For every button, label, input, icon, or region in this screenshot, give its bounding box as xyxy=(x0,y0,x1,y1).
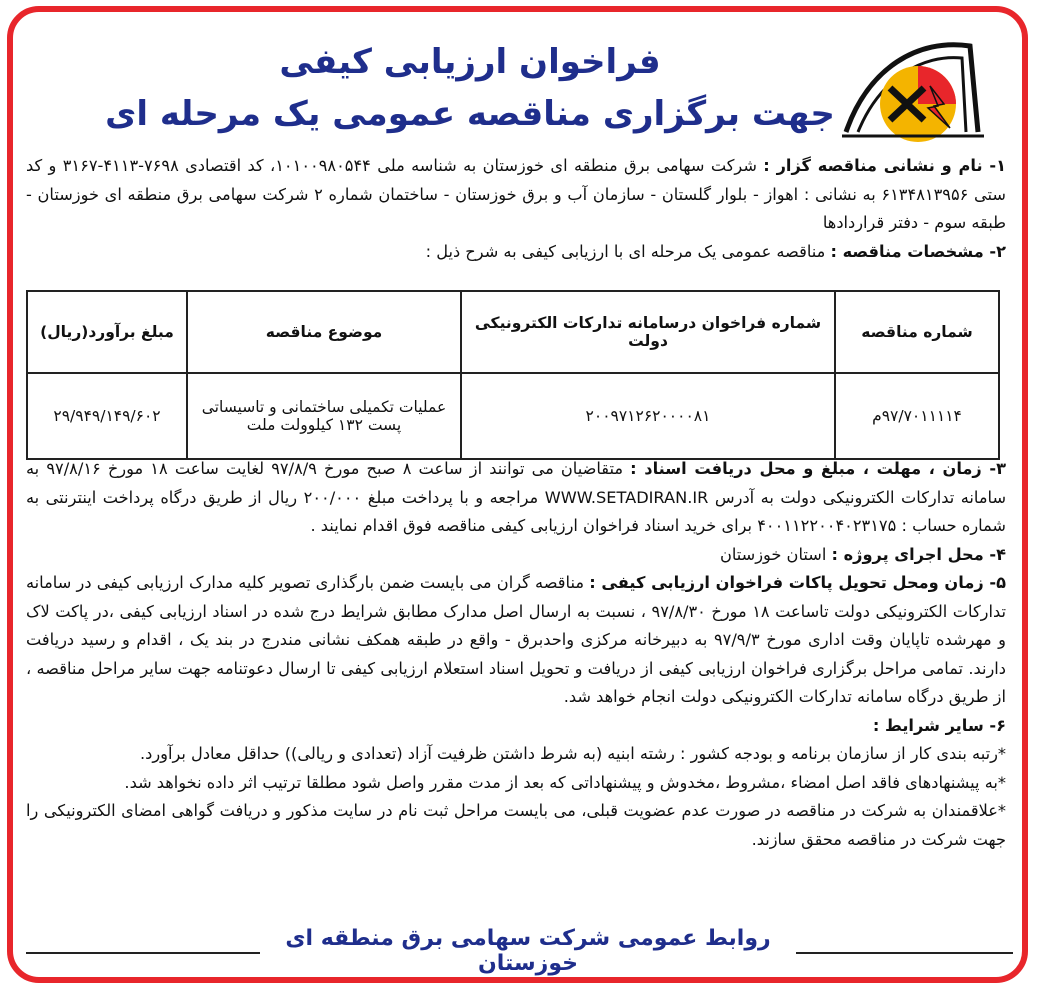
section-3-label: ۳- زمان ، مهلت ، مبلغ و محل دریافت اسناد : xyxy=(630,459,1006,478)
section-5-label: ۵- زمان ومحل تحویل پاکات فراخوان ارزیابی کیفی : xyxy=(589,573,1006,592)
cell-tender-number: ۹۷/۷۰۱۱۱۱۴م xyxy=(835,373,999,459)
page-subtitle: جهت برگزاری مناقصه عمومی یک مرحله ای xyxy=(105,94,835,134)
col-subject: موضوع مناقصه xyxy=(187,291,461,373)
section-2-label: ۲- مشخصات مناقصه : xyxy=(830,241,1006,261)
table-header-row xyxy=(27,291,999,373)
section-5-text: مناقصه گران می بایست ضمن بارگذاری تصویر کلیه مدارک ارزیابی کیفی در سامانه تدارکات الکترونیکی دولت تاساعت ۱۸ مورخ ۹۷/۸/۳۰ ، نسبت به ارسال اصل مدارک مطابق شرایط درج شده در اسناد ارزیابی کیفی ،در پاکت لاک و مهرشده تاپایان وقت اداری مورخ ۹۷/۹/۳ به دبیرخانه مرکزی واحدبرق - واقع در طبقه همکف نشانی مندرج در بند یک ، اقدام و رسید دریافت دارند. تمامی مراحل برگزاری فراخوان ارزیابی کیفی از دریافت و تحویل اسناد استعلام ارزیابی کیفی تا ارسال دعوتنامه جهت سایر مراحل مناقصه ، از طریق درگاه سامانه تدارکات الکترونیکی دولت انجام خواهد شد. xyxy=(26,573,1006,706)
section-2 xyxy=(26,238,1006,267)
section-4-label: ۴- محل اجرای پروژه : xyxy=(831,544,1006,564)
section-5 xyxy=(26,569,1006,712)
section-6-label: ۶- سایر شرایط : xyxy=(872,715,1006,735)
section-6-item: *به پیشنهادهای فاقد اصل امضاء ،مشروط ،مخدوش و پیشنهاداتی که بعد از مدت مقرر واصل شود مطلقا ترتیب اثر داده نخواهد شد. xyxy=(124,772,1006,792)
cell-estimate: ۲۹/۹۴۹/۱۴۹/۶۰۲ xyxy=(27,373,187,459)
khuzestan-electric-logo xyxy=(838,28,988,146)
footer-signature: روابط عمومی شرکت سهامی برق منطقه ای خوزستان xyxy=(260,926,796,976)
section-4-text: استان خوزستان xyxy=(719,544,832,564)
section-6-item: *رتبه بندی کار از سازمان برنامه و بودجه کشور : رشته ابنیه (به شرط داشتن ظرفیت آزاد (تعدادی و ریالی)) حداقل معادل برآورد. xyxy=(139,744,1006,763)
notice-body-bottom xyxy=(26,455,1006,854)
section-2-text: مناقصه عمومی یک مرحله ای با ارزیابی کیفی به شرح ذیل : xyxy=(425,241,831,261)
section-3 xyxy=(26,455,1006,541)
section-1-label: ۱- نام و نشانی مناقصه گزار : xyxy=(763,156,1006,175)
section-1 xyxy=(26,152,1006,238)
notice-body-top xyxy=(26,152,1006,266)
col-tender-number: شماره مناقصه xyxy=(835,291,999,373)
tender-table xyxy=(26,290,1000,460)
section-6-item: *علاقمندان به شرکت در مناقصه در صورت عدم عضویت قبلی، می بایست مراحل ثبت نام در سایت مذکور و دریافت گواهی امضای الکترونیکی را جهت شرکت در مناقصه محقق سازند. xyxy=(26,801,1006,849)
section-3-text: متقاضیان می توانند از ساعت ۸ صبح مورخ ۹۷/۸/۹ لغایت ساعت ۱۸ مورخ ۹۷/۸/۱۶ به سامانه تدارکات الکترونیکی دولت به آدرس WWW.SETADIRAN.IR مراجعه و با پرداخت مبلغ ۲۰۰/۰۰۰ ریال از طریق درگاه پرداخت اینترنتی به شماره حساب : ۴۰۰۱۱۲۲۰۰۴۰۲۳۱۷۵ برای خرید اسناد فراخوان ارزیابی کیفی مناقصه فوق اقدام نمایند . xyxy=(26,459,1007,535)
section-4 xyxy=(26,541,1006,570)
section-1-text: شرکت سهامی برق منطقه ای خوزستان به شناسه ملی ۱۰۱۰۰۹۸۰۵۴۴، کد اقتصادی ۷۶۹۸-۴۱۱۳-۳۱۶۷ و کد ستی ۶۱۳۴۸۱۳۹۵۶ به نشانی : اهواز - بلوار گلستان - سازمان آب و برق خوزستان - ساختمان شماره ۲ شرکت سهامی برق منطقه ای خوزستان - طبقه سوم - دفتر قراردادها xyxy=(26,156,1006,232)
col-setad-number: شماره فراخوان درسامانه تدارکات الکترونیکی دولت xyxy=(461,291,835,373)
table-row xyxy=(27,373,999,459)
cell-setad-number: ۲۰۰۹۷۱۲۶۲۰۰۰۰۸۱ xyxy=(461,373,835,459)
cell-subject: عملیات تکمیلی ساختمانی و تاسیساتی پست ۱۳۲ کیلوولت ملت xyxy=(187,373,461,459)
page-title: فراخوان ارزیابی کیفی xyxy=(279,42,661,82)
col-estimate: مبلغ برآورد(ریال) xyxy=(27,291,187,373)
